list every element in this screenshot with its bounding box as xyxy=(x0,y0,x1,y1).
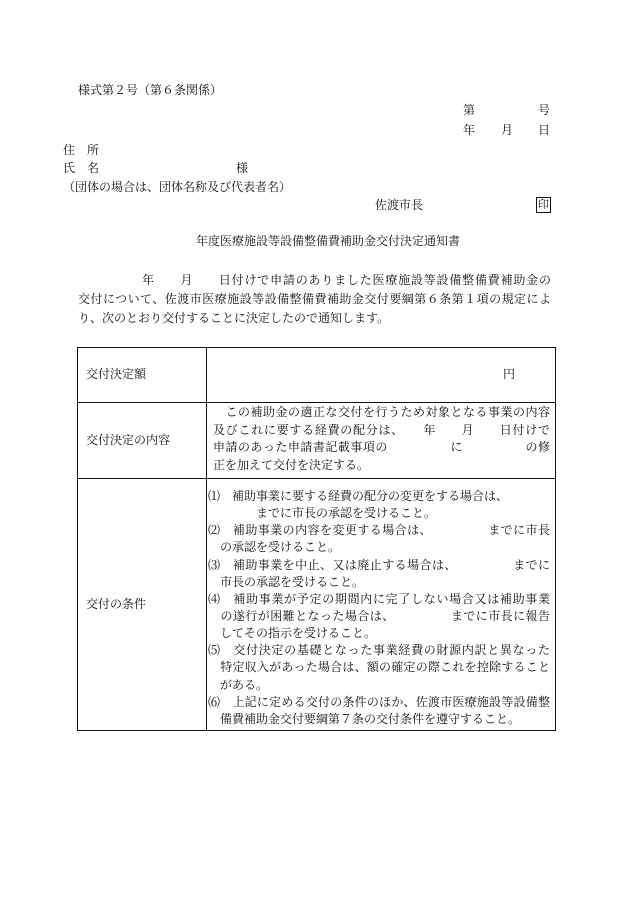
organization-note: （団体の場合は、団体名称及び代表者名） xyxy=(63,180,292,194)
name-label: 氏 名 xyxy=(63,161,100,175)
seal-mark: 印 xyxy=(538,198,549,211)
date-year: 年 xyxy=(463,123,476,137)
body-line: 年 月 日付けで申請のありました医療施設等設備整備費補助金の xyxy=(78,273,551,287)
text-line: 正を加えて交付を決定する。 xyxy=(213,458,370,473)
text-line: ⑹ 上記に定める交付の条件のほか、佐渡市医療施設等設備整 xyxy=(208,694,550,709)
text-line: 特定収入があった場合は、額の確定の際これを控除すること xyxy=(208,660,550,675)
amount-unit: 円 xyxy=(503,367,516,381)
document-number-prefix: 第 xyxy=(463,103,476,117)
address-label: 住 所 xyxy=(63,143,100,157)
text-line: の承認を受けること。 xyxy=(208,540,341,555)
decision-table xyxy=(77,347,556,731)
text-line: ⑷ 補助事業が予定の期間内に完了しない場合又は補助事業 xyxy=(208,591,550,606)
body-line: 交付について、佐渡市医療施設等設備整備費補助金交付要綱第６条第１項の規定によ xyxy=(78,292,551,306)
date-day: 日 xyxy=(538,123,551,137)
text-line: ⑶ 補助事業を中止、又は廃止する場合は、 までに xyxy=(208,557,550,572)
date-month: 月 xyxy=(501,123,514,137)
text-line: 備費補助金交付要綱第７条の交付条件を遵守すること。 xyxy=(208,711,521,726)
conditions-text xyxy=(208,488,550,728)
text-line: してその指示を受けること。 xyxy=(208,626,377,641)
table-row-amount xyxy=(78,348,555,402)
honorific: 様 xyxy=(236,161,249,175)
document-number-suffix: 号 xyxy=(538,103,551,117)
text-line: 申請のあった申請書記載事項の に の修 xyxy=(213,440,550,455)
table-row-conditions xyxy=(78,479,555,730)
issuer-title: 佐渡市長 xyxy=(375,198,424,212)
document-title: 年度医療施設等設備整備費補助金交付決定通知書 xyxy=(196,234,461,248)
row-label: 交付決定額 xyxy=(86,367,147,381)
row-label: 交付の条件 xyxy=(86,597,147,611)
body-line: り、次のとおり交付することに決定したので通知します。 xyxy=(78,311,390,325)
form-number: 様式第２号（第６条関係） xyxy=(78,83,223,97)
text-line: ⑵ 補助事業の内容を変更する場合は、 までに市長 xyxy=(208,523,550,538)
text-line: の遂行が困難となった場合は、 までに市長に報告 xyxy=(208,608,550,623)
text-line: がある。 xyxy=(208,677,269,692)
table-row-content xyxy=(78,403,555,478)
text-line: ⑸ 交付決定の基礎となった事業経費の財源内訳と異なった xyxy=(208,643,550,658)
row-label: 交付決定の内容 xyxy=(86,433,171,447)
text-line: までに市長の承認を受けること。 xyxy=(208,506,437,521)
text-line: 及びこれに要する経費の配分は、 年 月 日付けで xyxy=(213,422,550,437)
content-text xyxy=(213,404,550,475)
text-line: ⑴ 補助事業に要する経費の配分の変更をする場合は、 xyxy=(208,489,509,503)
text-line: この補助金の適正な交付を行うため対象となる事業の内容 xyxy=(213,405,550,419)
text-line: 市長の承認を受けること。 xyxy=(208,574,365,589)
